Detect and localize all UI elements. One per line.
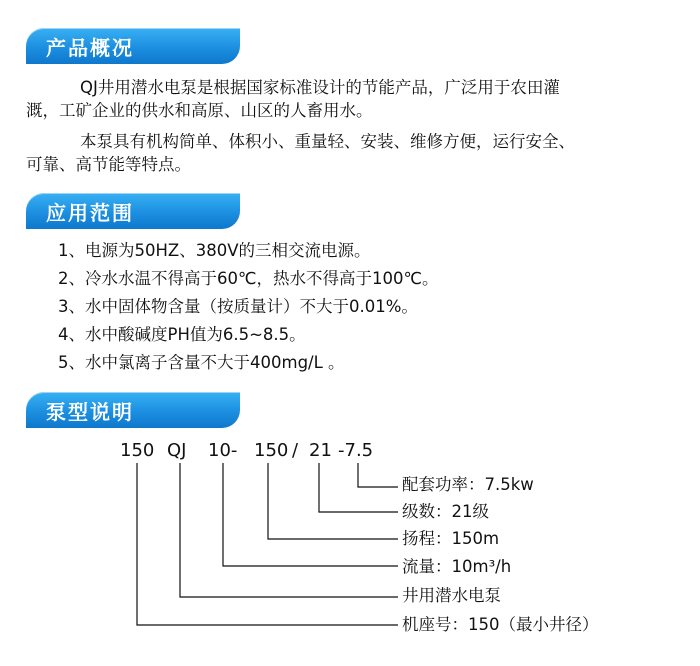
application-item: 1、电源为50HZ、380V的三相交流电源。 <box>58 241 371 260</box>
overview-p2-line1: 本泵具有机构简单、体积小、重量轻、安装、维修方便，运行安全、 <box>80 132 575 151</box>
model-legend-head: 扬程：150m <box>402 529 500 548</box>
application-item: 3、水中固体物含量（按质量计）不大于0.01%。 <box>58 297 418 316</box>
model-legend-base: 机座号：150（最小井径） <box>402 615 599 634</box>
leader-line-head <box>268 463 398 539</box>
leader-line-flow <box>223 463 398 566</box>
model-code-flow: 10- <box>208 440 238 461</box>
leader-line-power <box>358 463 398 487</box>
model-legend-type: 井用潜水电泵 <box>402 586 501 605</box>
model-legend-power: 配套功率：7.5kw <box>402 475 534 494</box>
model-legend-flow: 流量：10m³/h <box>402 557 512 576</box>
model-code-power: -7.5 <box>338 440 374 461</box>
application-item: 5、水中氯离子含量不大于400mg/L 。 <box>58 353 345 372</box>
application-item: 4、水中酸碱度PH值为6.5~8.5。 <box>58 325 306 344</box>
overview-p1-line2: 溉，工矿企业的供水和高原、山区的人畜用水。 <box>26 101 373 120</box>
section-title-overview: 产品概况 <box>46 36 134 60</box>
model-code-base: 150 <box>120 440 155 461</box>
model-code-stages: 21 <box>309 440 332 461</box>
leader-line-type <box>180 463 398 597</box>
section-title-application: 应用范围 <box>46 201 134 225</box>
model-code-type: QJ <box>167 440 187 461</box>
model-code-slash: / <box>292 440 299 461</box>
model-legend-stages: 级数：21级 <box>402 502 489 521</box>
model-code-head: 150 <box>254 440 289 461</box>
overview-p2-line2: 可靠、高节能等特点。 <box>26 155 191 174</box>
section-title-model: 泵型说明 <box>46 400 134 424</box>
overview-p1-line1: QJ井用潜水电泵是根据国家标准设计的节能产品，广泛用于农田灌 <box>80 78 560 97</box>
application-item: 2、冷水水温不得高于60℃，热水不得高于100℃。 <box>58 269 439 288</box>
